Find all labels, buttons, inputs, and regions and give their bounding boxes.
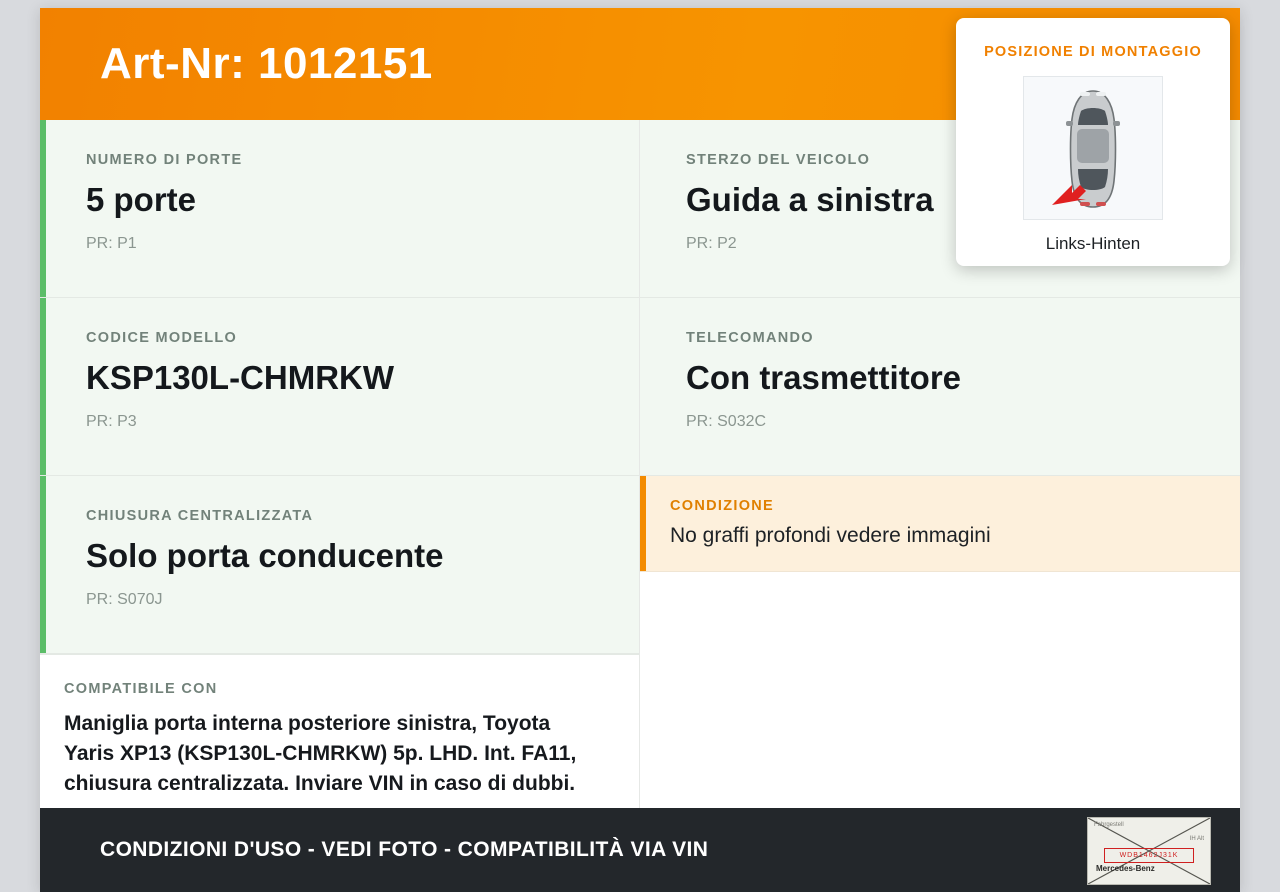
stamp-vin-code: WDB1462J31K: [1104, 848, 1194, 863]
specs-column-left: [40, 120, 640, 822]
spec-codice-modello: [40, 298, 639, 476]
compatible-text: Maniglia porta interna posteriore sinistra, Toyota Yaris XP13 (KSP130L-CHMRKW) 5p. LHD. Int. FA11, chiusura centralizzata. Inviare VIN in caso di dubbi.: [64, 712, 577, 795]
condition-value: No graffi profondi vedere immagini: [670, 524, 991, 547]
vin-stamp-image: [1087, 817, 1211, 885]
right-column-spacer: [640, 572, 1240, 654]
compatible-label: COMPATIBILE CON: [64, 681, 218, 697]
mounting-position-title: POSIZIONE DI MONTAGGIO: [984, 44, 1202, 60]
spec-value: Solo porta conducente: [86, 537, 444, 574]
spec-label: CHIUSURA CENTRALIZZATA: [86, 508, 314, 524]
spec-label: STERZO DEL VEICOLO: [686, 152, 871, 168]
spec-chiusura-centralizzata: [40, 476, 639, 654]
condition-label: CONDIZIONE: [670, 498, 775, 514]
spec-pr-code: PR: S070J: [86, 590, 163, 608]
stamp-top-label: Fahrgestell: [1094, 822, 1124, 828]
spec-value: Con trasmettitore: [686, 359, 962, 396]
spec-telecomando: [640, 298, 1240, 476]
car-top-view-icon: [1024, 77, 1162, 219]
spec-value: Guida a sinistra: [686, 181, 934, 218]
mounting-position-card: [956, 18, 1230, 266]
spec-label: TELECOMANDO: [686, 330, 814, 346]
spec-pr-code: PR: S032C: [686, 412, 767, 430]
compatible-with-block: [40, 654, 639, 822]
spec-pr-code: PR: P3: [86, 412, 137, 430]
mounting-position-caption: Links-Hinten: [1045, 234, 1141, 253]
spec-pr-code: PR: P2: [686, 234, 737, 252]
condition-block: [640, 476, 1240, 572]
spec-label: NUMERO DI PORTE: [86, 152, 243, 168]
mounting-position-thumbnail[interactable]: [1023, 76, 1163, 220]
stamp-side-label: IH Alt: [1189, 836, 1204, 842]
stamp-brand: Mercedes-Benz: [1096, 864, 1155, 873]
footer-text: CONDIZIONI D'USO - VEDI FOTO - COMPATIBILITÀ VIA VIN: [100, 838, 709, 861]
footer-bar: [40, 808, 1240, 892]
spec-pr-code: PR: P1: [86, 234, 137, 252]
spec-value: KSP130L-CHMRKW: [86, 359, 395, 396]
spec-value: 5 porte: [86, 181, 197, 218]
page-title: Art-Nr: 1012151: [100, 39, 433, 88]
spec-numero-di-porte: [40, 120, 639, 298]
spec-label: CODICE MODELLO: [86, 330, 238, 346]
